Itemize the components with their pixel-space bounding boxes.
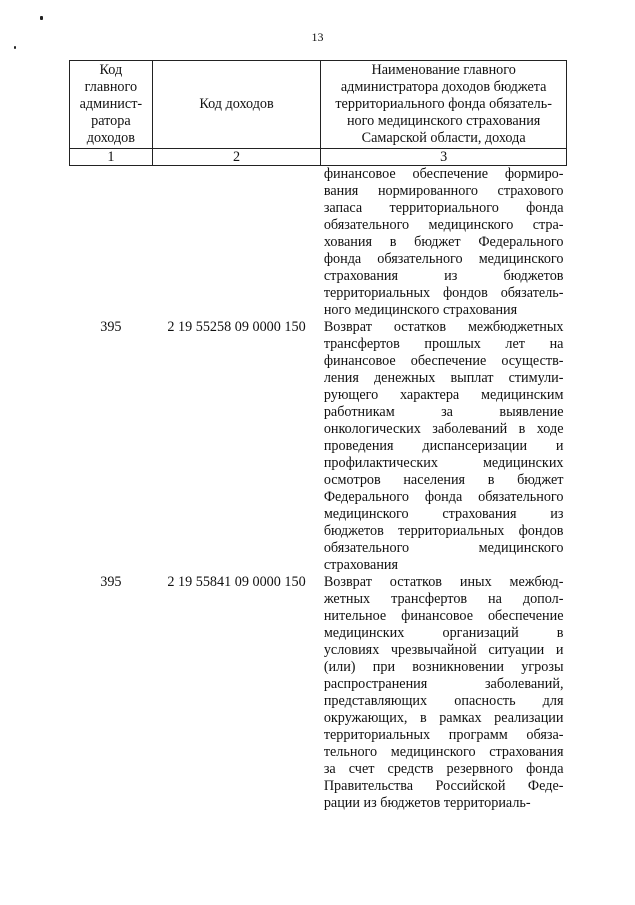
income-name-line: медицинских организаций в [323,625,564,641]
income-name-line: (или) при возникновении угрозы [323,659,564,675]
income-name-line: представляющих опасность для [323,693,564,709]
income-name-line: профилактических медицинских [323,455,564,471]
income-name-line: за счет средств резервного фонда [323,761,564,777]
column-number: 3 [321,149,567,166]
income-code-cell [152,166,321,320]
header-name [321,61,567,149]
column-number: 2 [152,149,321,166]
income-code-cell: 2 19 55258 09 0000 150 [167,319,306,335]
income-name-line: запаса территориального фонда [323,200,564,216]
income-name-line: обязательного медицинского [323,540,564,556]
income-name-line: хования в бюджет Федерального [323,234,564,250]
header-name-line: территориального фонда обязатель- [335,96,552,112]
income-name-line: жетных трансфертов на допол- [323,591,564,607]
income-name-line: распространения заболеваний, [323,676,564,692]
income-name-line: вания нормированного страхового [323,183,564,199]
column-number-row [70,149,567,166]
income-name-line: рующего характера медицинским [323,387,564,403]
table-row [70,319,567,574]
income-name-line: тельного медицинского страхования [323,744,564,760]
income-name-line: ного медицинского страхования [323,302,518,318]
header-admin-code [70,61,153,149]
income-name-line: рации из бюджетов территориаль- [323,795,531,811]
scan-speck [40,16,43,20]
table-row [70,166,567,320]
header-admin-code-line: админист- [79,96,143,112]
income-name-line: ления денежных выплат стимули- [323,370,564,386]
income-name-line: Возврат остатков иных межбюд- [323,574,564,590]
income-name-line: территориальных фондов обязатель- [323,285,564,301]
income-name-line: нительное финансовое обеспечение [323,608,564,624]
income-name-line: Федерального фонда обязательного [323,489,564,505]
admin-code-cell [70,166,153,320]
column-number: 1 [70,149,153,166]
header-name-line: Наименование главного [371,62,516,78]
income-name-line: финансовое обеспечение осуществ- [323,353,564,369]
income-name-line: онкологических заболеваний в ходе [323,421,564,437]
header-name-line: администратора доходов бюджета [340,79,547,95]
income-name-line: территориальных программ обяза- [323,727,564,743]
income-name-line: работникам за выявление [323,404,564,420]
header-income-code: Код доходов [152,61,321,149]
income-name-line: страхования из бюджетов [323,268,564,284]
income-name-line: обязательного медицинского стра- [323,217,564,233]
income-name-line: страхования [323,557,399,573]
header-name-line: Самарской области, дохода [361,130,526,146]
income-name-line: Правительства Российской Феде- [323,778,564,794]
income-name-cell [321,319,567,574]
table-row [70,574,567,812]
admin-code-cell: 395 [100,319,122,335]
income-name-line: трансфертов прошлых лет на [323,336,564,352]
header-admin-code-line: главного [84,79,138,95]
income-name-line: проведения диспансеризации и [323,438,564,454]
income-code-cell: 2 19 55841 09 0000 150 [167,574,306,590]
income-name-cell [321,574,567,812]
income-name-line: финансовое обеспечение формиро- [323,166,564,182]
page-number: 13 [311,30,324,44]
header-admin-code-line: Код [99,62,123,78]
income-name-line: окружающих, в рамках реализации [323,710,564,726]
income-name-line: медицинского страхования из [323,506,564,522]
income-codes-table [69,60,567,812]
table-header-row [70,61,567,149]
admin-code-cell: 395 [100,574,122,590]
header-admin-code-line: ратора [91,113,131,129]
header-admin-code-line: доходов [86,130,135,146]
income-name-line: Возврат остатков межбюджетных [323,319,564,335]
income-name-cell [321,166,567,320]
income-name-line: условиях чрезвычайной ситуации и [323,642,564,658]
header-name-line: ного медицинского страхования [346,113,541,129]
income-name-line: фонда обязательного медицинского [323,251,564,267]
income-name-line: бюджетов территориальных фондов [323,523,564,539]
scan-speck [14,46,16,49]
income-name-line: осмотров населения в бюджет [323,472,564,488]
